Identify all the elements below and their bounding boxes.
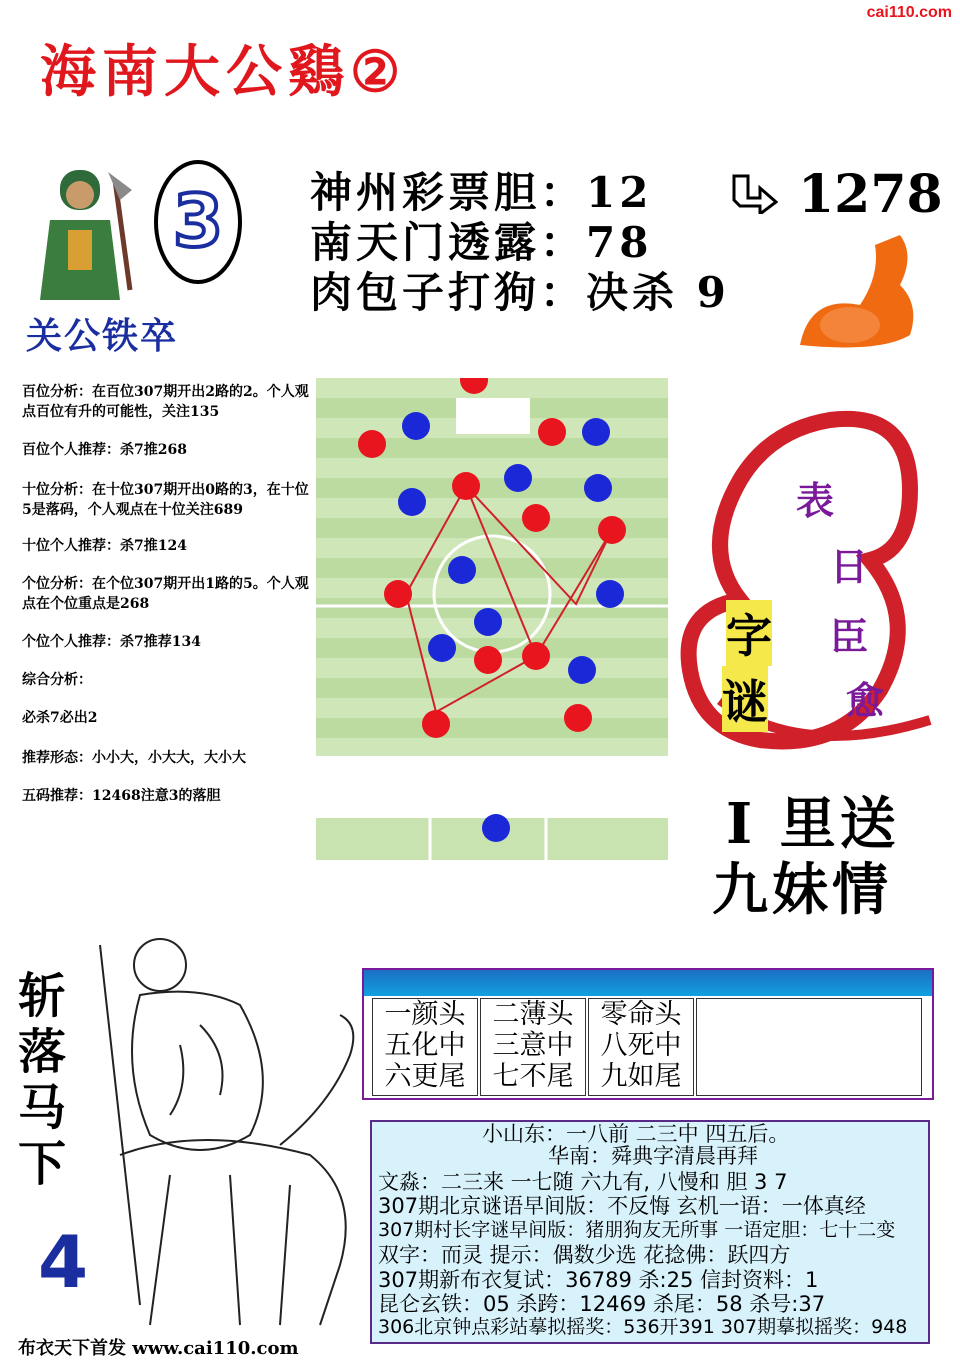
red-ball: [358, 430, 386, 458]
grid-cell: 八死中: [600, 1030, 682, 1061]
grid-cell: 七不尾: [492, 1061, 574, 1092]
grid-col-3: [588, 998, 694, 1096]
info-line: 华南：舜典字清晨再拜: [548, 1144, 758, 1168]
slash-text: 斩落马下: [18, 968, 67, 1192]
info-line: 307期村长字谜早间版：猪朋狗友无所事 一语定胆：七十二变: [378, 1219, 896, 1241]
riddle-char-3: 臣: [830, 614, 869, 659]
riddle-title-2: 谜: [722, 666, 768, 732]
blue-ball: [482, 814, 510, 842]
red-ball: [452, 472, 480, 500]
analysis-five-codes: 五码推荐：12468注意3的落胆: [22, 788, 221, 804]
info-panel: [370, 1120, 930, 1344]
grid-cell: 零命头: [600, 999, 682, 1030]
arrow-right-icon: [730, 172, 778, 214]
info-line: 昆仑玄铁：05 杀跨：12469 杀尾：58 杀号:37: [378, 1292, 826, 1316]
blue-ball: [428, 634, 456, 662]
footer-text: 布衣天下首发 www.cai110.com: [18, 1338, 299, 1359]
blue-ball: [504, 464, 532, 492]
grid-cell: 二薄头: [492, 999, 574, 1030]
blue-ball: [448, 556, 476, 584]
warrior-on-horse-sketch: [80, 905, 370, 1335]
red-ball: [598, 516, 626, 544]
orange-figure-icon: [780, 225, 930, 355]
analysis-tens: 十位分析：在十位307期开出0路的3，在十位5是落码，个人观点在十位关注689: [22, 482, 309, 518]
info-line: 小山东：一八前 二三中 四五后。: [482, 1122, 790, 1146]
guan-yu-figure-icon: [20, 160, 140, 310]
analysis-must: 必杀7必出2: [22, 710, 98, 726]
analysis-summary: 综合分析：: [22, 672, 92, 688]
red-ball: [538, 418, 566, 446]
number-badge: [150, 158, 246, 286]
info-line: 306北京钟点彩站摹拟摇奖：536开391 307期摹拟摇奖：948: [378, 1316, 908, 1338]
grid-cell: 一颜头: [384, 999, 466, 1030]
site-logo: cai110.com: [866, 4, 952, 21]
blue-ball: [582, 418, 610, 446]
poem-line-1: I 里送: [726, 791, 900, 857]
grid-cell: 五化中: [384, 1030, 466, 1061]
grid-banner: [364, 970, 932, 996]
riddle-swirl-art: [680, 400, 950, 760]
red-ball: [474, 646, 502, 674]
riddle-char-4: 愈: [846, 678, 885, 723]
hero-label: 关公铁卒: [26, 315, 179, 357]
info-line: 文淼：二三来 一七随 六九有, 八慢和 胆 3 7: [378, 1170, 788, 1194]
analysis-units: 个位分析：在个位307期开出1路的5。个人观点在个位重点是268: [22, 576, 309, 612]
grid-cell: 六更尾: [384, 1061, 466, 1092]
analysis-units-pick: 个位个人推荐：杀7推荐134: [22, 634, 201, 650]
analysis-tens-pick: 十位个人推荐：杀7推124: [22, 538, 187, 554]
riddle-char-2: 日: [830, 544, 869, 589]
blue-ball: [584, 474, 612, 502]
grid-cell: 三意中: [492, 1030, 574, 1061]
stat-line-3: 肉包子打狗：决杀 9: [310, 268, 730, 317]
riddle-grid-panel: [362, 968, 934, 1100]
info-line: 双字：而灵 提示：偶数少选 花捻佛：跃四方: [378, 1243, 791, 1267]
grid-col-2: [480, 998, 586, 1096]
ball-pitch-lower: [316, 810, 668, 860]
info-line: 307期北京谜语早间版：不反悔 玄机一语：一体真经: [378, 1194, 866, 1218]
red-ball: [522, 504, 550, 532]
poem-line-2: 九妹情: [712, 857, 892, 923]
total-number: 1278: [798, 164, 943, 225]
slash-number: 4: [38, 1220, 89, 1304]
analysis-pattern: 推荐形态：小小大，小大大，大小大: [22, 750, 246, 766]
red-ball: [564, 704, 592, 732]
grid-col-empty: [696, 998, 922, 1096]
red-ball: [384, 580, 412, 608]
ball-pitch: [316, 378, 668, 756]
page-title: [40, 28, 406, 108]
badge-number: 3: [172, 179, 224, 263]
grid-col-1: [372, 998, 478, 1096]
analysis-hundreds: 百位分析：在百位307期开出2路的2。个人观点百位有升的可能性，关注135: [22, 384, 309, 420]
red-ball: [522, 642, 550, 670]
blue-ball: [474, 608, 502, 636]
blue-ball: [596, 580, 624, 608]
stat-line-1: 神州彩票胆：12: [310, 168, 653, 217]
riddle-title-1: 字: [726, 600, 772, 666]
blue-ball: [402, 412, 430, 440]
title-text: 海南大公鷄: [40, 39, 350, 105]
analysis-hundreds-pick: 百位个人推荐：杀7推268: [22, 442, 187, 458]
grid-cell: 九如尾: [600, 1061, 682, 1092]
stat-line-2: 南天门透露：78: [310, 218, 653, 267]
blue-ball: [568, 656, 596, 684]
info-line: 307期新布衣复试：36789 杀:25 信封资料：1: [378, 1268, 819, 1292]
title-badge: ②: [350, 39, 407, 105]
riddle-char-1: 表: [796, 478, 835, 523]
red-ball: [422, 710, 450, 738]
blue-ball: [398, 488, 426, 516]
